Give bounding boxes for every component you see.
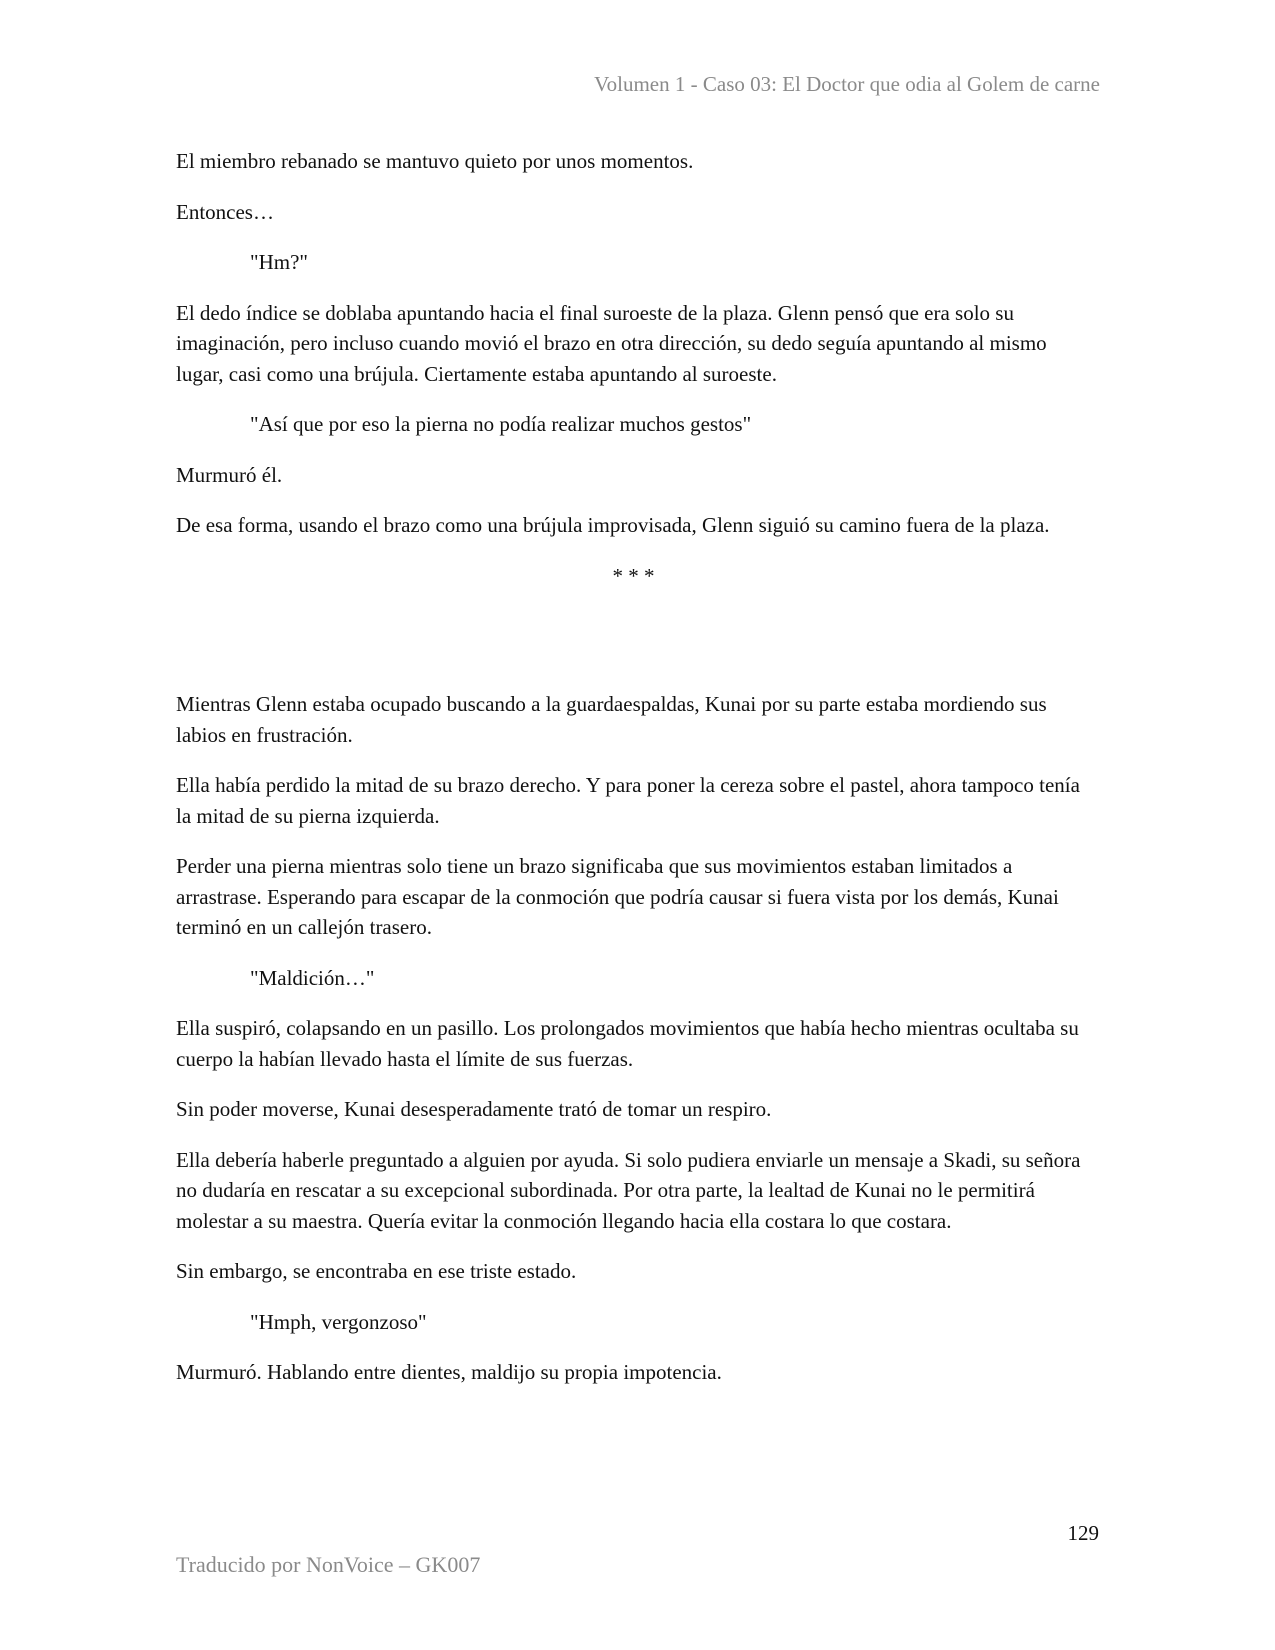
page-body xyxy=(176,146,1091,1408)
footer-credit: Traducido por NonVoice – GK007 xyxy=(176,1552,481,1577)
paragraph-12: Sin embargo, se encontraba en ese triste estado. xyxy=(176,1259,577,1283)
dialogue-1: "Hm?" xyxy=(250,250,308,274)
paragraph-9: Ella suspiró, colapsando en un pasillo. Los prolongados movimientos que había hecho mientras ocultaba su cuerpo la habían llevado hasta el límite de sus fuerzas. xyxy=(176,1016,1079,1071)
paragraph-4: Murmuró él. xyxy=(176,462,283,487)
page-number: 129 xyxy=(1067,1521,1099,1545)
paragraph-2: Entonces… xyxy=(176,199,274,224)
dialogue-2: "Así que por eso la pierna no podía realizar muchos gestos" xyxy=(250,412,752,436)
paragraph-7: Ella había perdido la mitad de su brazo derecho. Y para poner la cereza sobre el pastel, ahora tampoco tenía la mitad de su pierna izquierda. xyxy=(176,773,1080,828)
dialogue-3: "Maldición…" xyxy=(250,965,375,990)
paragraph-1: El miembro rebanado se mantuvo quieto por unos momentos. xyxy=(176,149,694,173)
paragraph-13: Murmuró. Hablando entre dientes, maldijo su propia impotencia. xyxy=(176,1360,722,1384)
paragraph-5: De esa forma, usando el brazo como una brújula improvisada, Glenn siguió su camino fuera de la plaza. xyxy=(176,513,1050,537)
paragraph-3: El dedo índice se doblaba apuntando hacia el final suroeste de la plaza. Glenn pensó que era solo su imaginación, pero incluso cuando movió el brazo en otra dirección, su dedo seguía apuntando al mismo lugar, casi como una brújula. Ciertamente estaba apuntando al suroeste. xyxy=(176,300,1047,386)
paragraph-10: Sin poder moverse, Kunai desesperadamente trató de tomar un respiro. xyxy=(176,1097,772,1121)
paragraph-6: Mientras Glenn estaba ocupado buscando a la guardaespaldas, Kunai por su parte estaba mordiendo sus labios en frustración. xyxy=(176,692,1047,747)
dialogue-4: "Hmph, vergonzoso" xyxy=(250,1309,427,1334)
paragraph-11: Ella debería haberle preguntado a alguien por ayuda. Si solo pudiera enviarle un mensaje a Skadi, su señora no dudaría en rescatar a su excepcional subordinada. Por otra parte, la lealtad de Kunai no le permitirá molestar a su maestra. Quería evitar la conmoción llegando hacia ella costara lo que costara. xyxy=(176,1147,1081,1233)
scene-gap xyxy=(176,591,1091,689)
paragraph-8: Perder una pierna mientras solo tiene un brazo significaba que sus movimientos estaban limitados a arrastrase. Esperando para escapar de la conmoción que podría causar si fuera vista por los demás, Kunai terminó en un callejón trasero. xyxy=(176,854,1059,939)
running-header: Volumen 1 - Caso 03: El Doctor que odia al Golem de carne xyxy=(594,72,1100,96)
scene-separator: * * * xyxy=(612,563,655,588)
